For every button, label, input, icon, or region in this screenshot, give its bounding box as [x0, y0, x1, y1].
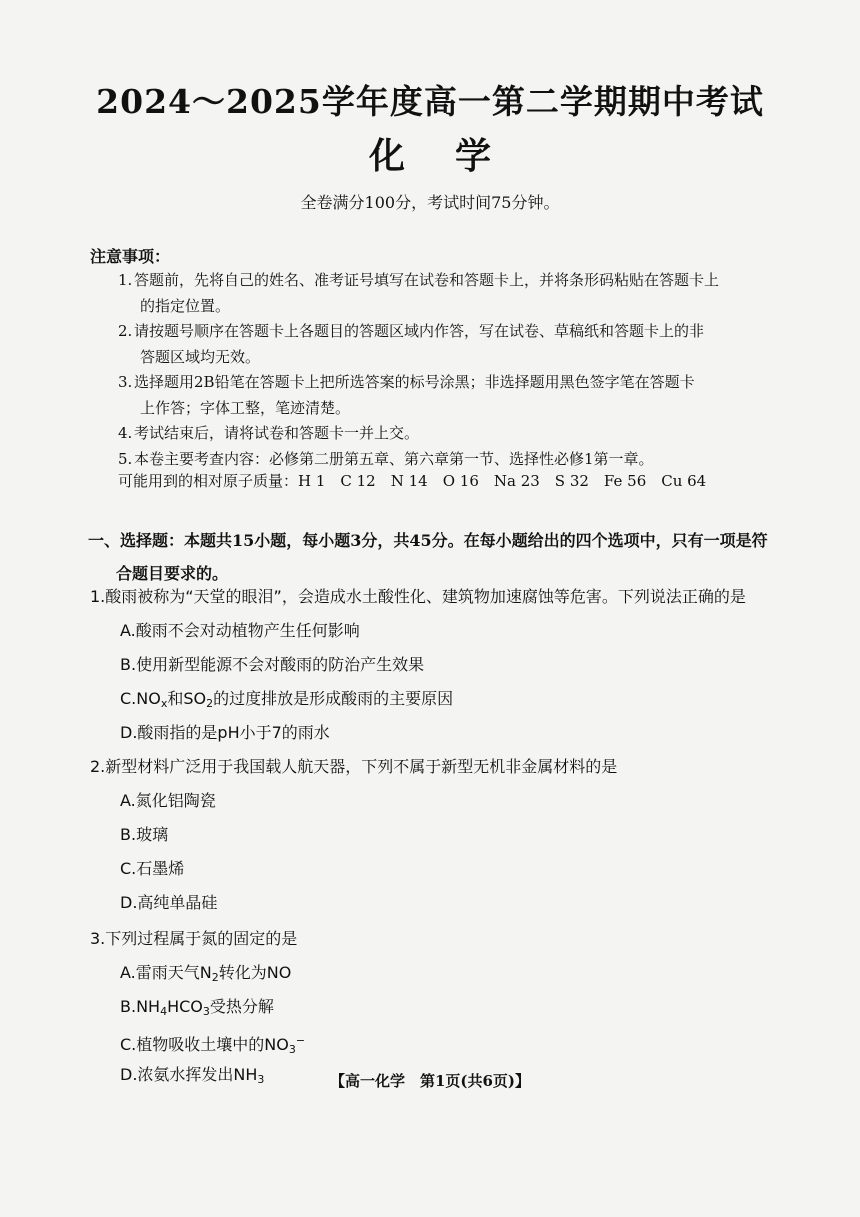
text: 受热分解 [209, 997, 274, 1016]
question-2-option-d: D.高纯单晶硅 [120, 893, 218, 912]
note-text: 选择题用2B铅笔在答题卡上把所选答案的标号涂黑；非选择题用黑色签字笔在答题卡 [134, 373, 695, 391]
note-text: 考试结束后，请将试卷和答题卡一并上交。 [134, 424, 420, 442]
note-text-cont: 的指定位置。 [140, 296, 231, 315]
note-number: 5. [118, 449, 133, 468]
question-3-option-a [90, 956, 780, 990]
atomic-masses: 可能用到的相对原子质量：H 1 C 12 N 14 O 16 Na 23 S 32 Fe 56 Cu 64 [118, 472, 707, 490]
text: HCO [167, 997, 203, 1016]
text: B.NH [120, 997, 161, 1016]
subscript: 3 [288, 1043, 296, 1056]
question-1-option-d: D.酸雨指的是pH小于7的雨水 [120, 723, 330, 742]
questions [90, 580, 780, 1092]
subscript: 3 [202, 1005, 210, 1018]
question-3-stem: 3.下列过程属于氮的固定的是 [90, 929, 298, 948]
subscript: 3 [257, 1073, 265, 1086]
question-2-option-a: A.氮化铝陶瓷 [120, 791, 216, 810]
note-number: 2. [118, 322, 133, 340]
question-3-option-c [90, 1024, 780, 1058]
note-number: 3. [118, 373, 133, 391]
score-info: 全卷满分100分，考试时间75分钟。 [300, 193, 560, 212]
note-text: 请按题号顺序在答题卡上各题目的答题区域内作答，写在试卷、草稿纸和答题卡上的非 [134, 322, 705, 340]
question-1-option-c [90, 682, 780, 716]
question-1-option-b: B.使用新型能源不会对酸雨的防治产生效果 [120, 655, 425, 674]
note-text-cont: 答题区域均无效。 [140, 347, 261, 366]
exam-title: 2024～2025学年度高一第二学期期中考试 [96, 82, 764, 121]
question-1-stem: 1.酸雨被称为“天堂的眼泪”，会造成水土酸性化、建筑物加速腐蚀等危害。下列说法正确的是 [90, 587, 746, 606]
note-number: 4. [118, 424, 133, 442]
subject-title: 化学 [368, 135, 541, 177]
section-heading-line2: 合题目要求的。 [116, 564, 229, 583]
question-1-option-a: A.酸雨不会对动植物产生任何影响 [120, 621, 360, 640]
subscript: 2 [211, 971, 219, 984]
question-2-option-c: C.石墨烯 [120, 859, 185, 878]
note-text: 本卷主要考查内容：必修第二册第五章、第六章第一节、选择性必修1第一章。 [134, 449, 654, 468]
text: D.浓氨水挥发出NH [120, 1065, 258, 1084]
text: 和SO [167, 689, 207, 708]
question-2-stem: 2.新型材料广泛用于我国载人航天器，下列不属于新型无机非金属材料的是 [90, 757, 618, 776]
note-text: 答题前，先将自己的姓名、准考证号填写在试卷和答题卡上，并将条形码粘贴在答题卡上 [134, 271, 720, 289]
subscript: 4 [160, 1005, 168, 1018]
notes-list [118, 268, 778, 472]
text: C.NO [120, 689, 161, 708]
question-3-option-b [90, 990, 780, 1024]
page-footer: 【高一化学 第1页(共6页)】 [329, 1072, 531, 1090]
note-item [118, 447, 778, 473]
note-item [118, 370, 778, 421]
text: 的过度排放是形成酸雨的主要原因 [213, 689, 454, 708]
text: C.植物吸收土壤中的NO [120, 1035, 289, 1054]
text: 转化为NO [218, 963, 292, 982]
note-item [118, 319, 778, 370]
note-text-cont: 上作答；字体工整，笔迹清楚。 [140, 398, 351, 417]
subscript: x [160, 697, 168, 710]
note-item [118, 268, 778, 319]
notes-heading: 注意事项： [90, 247, 171, 266]
subscript: 2 [206, 697, 214, 710]
note-item [118, 421, 778, 447]
question-2-option-b: B.玻璃 [120, 825, 169, 844]
text: A.雷雨天气N [120, 963, 212, 982]
section-heading-line1: 一、选择题：本题共15小题，每小题3分，共45分。在每小题给出的四个选项中，只有一项是符 [88, 531, 768, 550]
superscript: − [295, 1034, 306, 1047]
note-number: 1. [118, 271, 133, 289]
